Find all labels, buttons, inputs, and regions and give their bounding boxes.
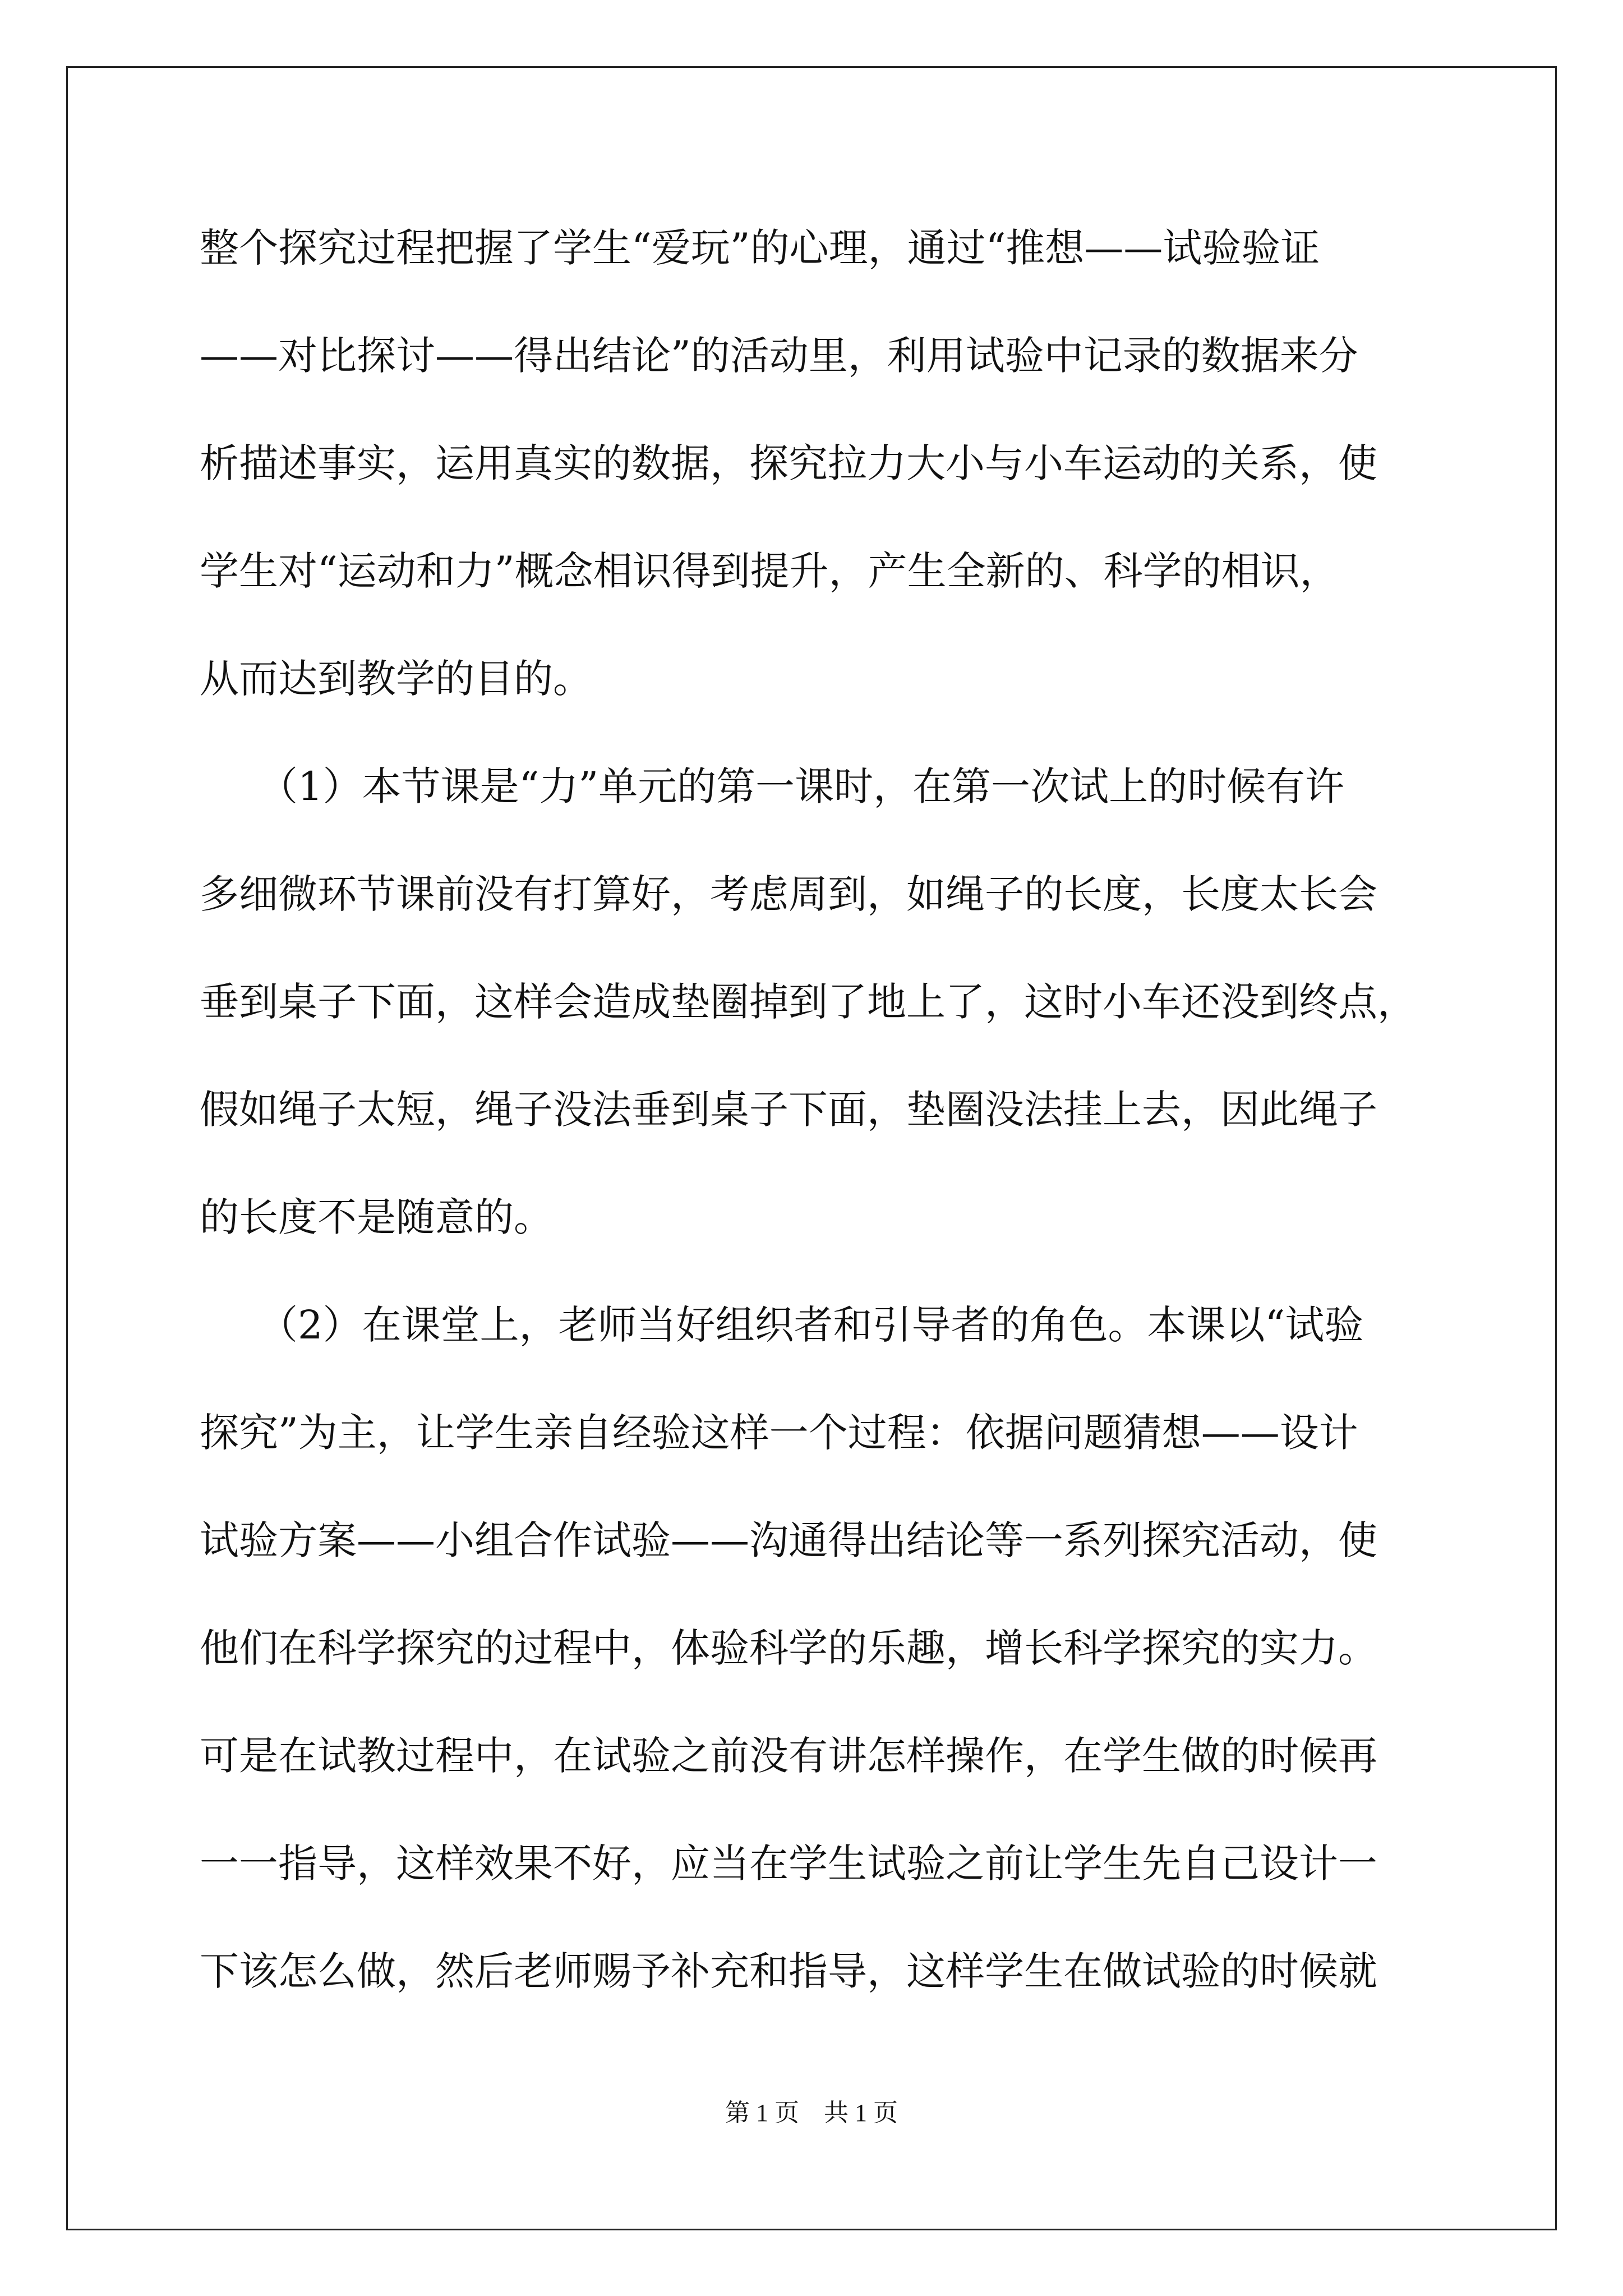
text-line: 假如绳子太短，绳子没法垂到桌子下面，垫圈没法挂上去，因此绳子 <box>200 1087 1377 1133</box>
text-line: 从而达到教学的目的。 <box>200 656 592 702</box>
page-footer: 第 1 页 共 1 页 <box>725 2099 898 2127</box>
text-line: 探究”为主，让学生亲自经验这样一个过程：依据问题猜想——设计 <box>200 1410 1358 1456</box>
text-line: 多细微环节课前没有打算好，考虑周到，如绳子的长度，长度太长会 <box>200 871 1377 917</box>
text-line: ——对比探讨——得出结论”的活动里，利用试验中记录的数据来分 <box>200 333 1358 379</box>
text-line: 可是在试教过程中，在试验之前没有讲怎样操作，在学生做的时候再 <box>200 1733 1377 1779</box>
text-line: 垂到桌子下面，这样会造成垫圈掉到了地上了，这时小车还没到终点， <box>200 979 1417 1025</box>
text-line: 试验方案——小组合作试验——沟通得出结论等一系列探究活动，使 <box>200 1517 1377 1563</box>
document-body <box>200 220 1433 2051</box>
text-line: 析描述事实，运用真实的数据，探究拉力大小与小车运动的关系，使 <box>200 440 1377 486</box>
text-line: （1）本节课是“力”单元的第一课时，在第一次试上的时候有许 <box>200 763 1345 809</box>
text-line: 学生对“运动和力”概念相识得到提升，产生全新的、科学的相识， <box>200 548 1339 594</box>
text-line: 整个探究过程把握了学生“爱玩”的心理，通过“推想——试验验证 <box>200 225 1320 271</box>
text-line: 一一指导，这样效果不好，应当在学生试验之前让学生先自己设计一 <box>200 1841 1377 1887</box>
text-line: 他们在科学探究的过程中，体验科学的乐趣，增长科学探究的实力。 <box>200 1625 1377 1671</box>
text-line: 的长度不是随意的。 <box>200 1194 553 1240</box>
text-line: 下该怎么做，然后老师赐予补充和指导，这样学生在做试验的时候就 <box>200 1948 1377 1994</box>
text-line: （2）在课堂上，老师当好组织者和引导者的角色。本课以“试验 <box>200 1302 1364 1348</box>
